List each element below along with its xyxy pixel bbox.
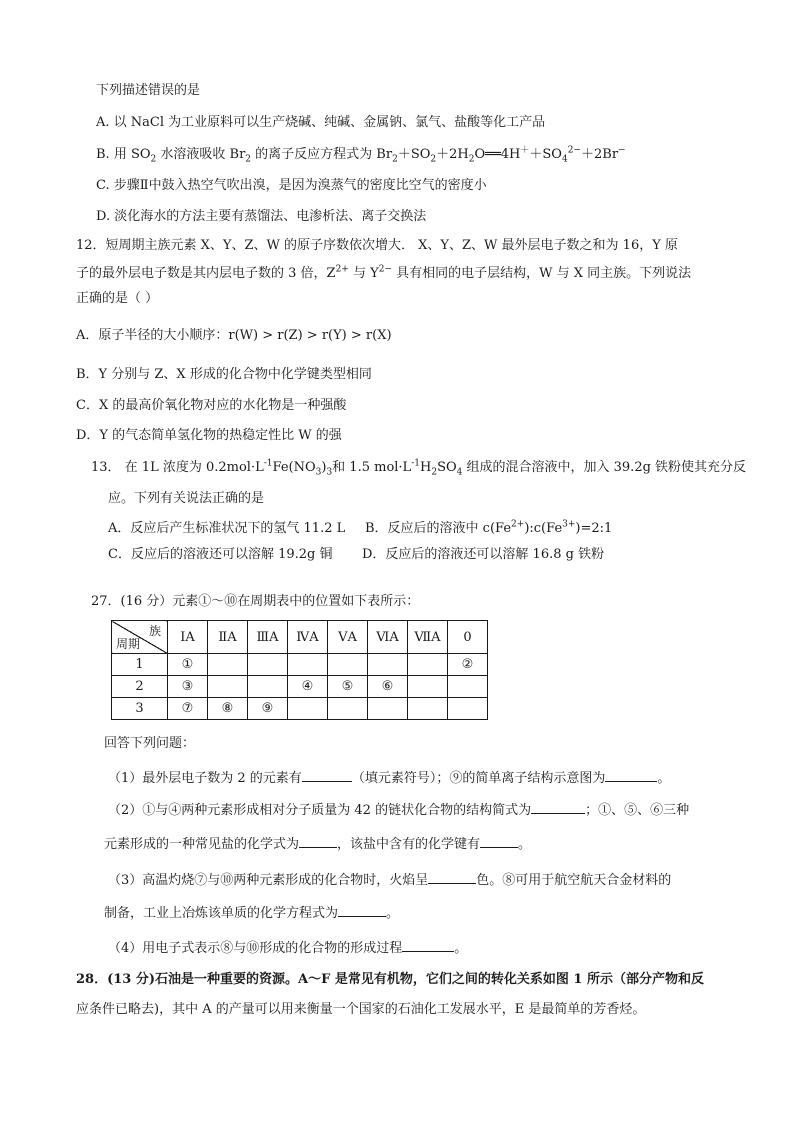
corner-label-period: 周期 — [116, 637, 141, 651]
q27-intro: 27．(16 分）元素①～⑩在周期表中的位置如下表所示： — [91, 594, 420, 609]
header-cell: ⅢA — [248, 621, 288, 654]
answer-blank[interactable] — [428, 870, 476, 884]
q11-option-d: D. 淡化海水的方法主要有蒸馏法、电渗析法、离子交换法 — [96, 209, 427, 224]
q11-option-b: B. 用 $SO_2$ 水溶液吸收 $Br_2$ 的离子反应方程式为 $Br_2+SO_2+2H_2O══4H^++SO_4^{2-}+2Br^-$ — [96, 145, 626, 165]
q28-line-2: 应条件已略去)，其中 A 的产量可以用来衡量一个国家的石油化工发展水平，E 是最简单的芳香烃。 — [76, 1002, 646, 1017]
header-cell: 0 — [448, 621, 488, 654]
q27-sub-2-cont: 元素形成的一种常见盐的化学式为 ，该盐中含有的化学键有 。 — [104, 834, 531, 854]
q13-option-a: A．反应后产生标准状况下的氢气 11.2 L — [108, 521, 346, 536]
answer-blank[interactable] — [605, 768, 657, 782]
q12-option-d: D．Y 的气态简单氢化物的热稳定性比 W 的强 — [76, 428, 342, 443]
q11-stem: 下列描述错误的是 — [96, 83, 201, 98]
q12-option-b: B．Y 分别与 Z、X 形成的化合物中化学键类型相同 — [76, 367, 372, 382]
answer-blank[interactable] — [299, 834, 337, 848]
q12-line-2: 子的最外层电子数是其内层电子数的 3 倍，$Z^{2+}$ 与 $Y^{2-}$ 具有相同的电子层结构，W 与 X 同主族。下列说法 — [76, 264, 692, 281]
q27-sub-4: （4）用电子式表示⑧与⑩形成的化合物的形成过程 。 — [108, 938, 467, 958]
table-cell — [408, 698, 448, 720]
header-cell: ⅠA — [168, 621, 208, 654]
table-header-row — [112, 621, 488, 654]
q11-option-c: C. 步骤Ⅱ中鼓入热空气吹出溴，是因为溴蒸气的密度比空气的密度小 — [96, 178, 487, 193]
table-cell — [248, 654, 288, 676]
q27-prompt: 回答下列问题： — [104, 736, 196, 751]
periodic-table — [111, 620, 488, 720]
table-cell: ⑨ — [248, 698, 288, 720]
period-cell: 2 — [112, 676, 168, 698]
table-cell — [208, 676, 248, 698]
table-cell — [448, 698, 488, 720]
table-cell: ⑥ — [368, 676, 408, 698]
q12-line-3: 正确的是（ ） — [76, 291, 159, 306]
q13-option-c: C．反应后的溶液还可以溶解 19.2g 铜 — [108, 547, 333, 562]
q27-sub-3: （3）高温灼烧⑦与⑩两种元素形成的化合物时，火焰呈 色。⑧可用于航空航天合金材料的 — [108, 870, 671, 890]
table-cell: ⑧ — [208, 698, 248, 720]
q13-line-2: 应。下列有关说法正确的是 — [108, 491, 265, 506]
header-cell: ⅦA — [408, 621, 448, 654]
corner-label-group: 族 — [148, 624, 161, 638]
header-cell: ⅡA — [208, 621, 248, 654]
table-cell: ④ — [288, 676, 328, 698]
table-cell — [448, 676, 488, 698]
q27-sub-2: （2）①与④两种元素形成相对分子质量为 42 的链状化合物的结构简式为 ；①、⑤、⑥三种 — [108, 800, 689, 820]
table-cell: ② — [448, 654, 488, 676]
table-cell — [288, 654, 328, 676]
table-cell: ③ — [168, 676, 208, 698]
table-row — [112, 654, 488, 676]
q11-option-a: A. 以 NaCl 为工业原料可以生产烧碱、纯碱、金属钠、氯气、盐酸等化工产品 — [96, 115, 546, 130]
table-cell — [368, 698, 408, 720]
table-cell — [368, 654, 408, 676]
table-cell — [408, 654, 448, 676]
table-cell: ⑦ — [168, 698, 208, 720]
table-cell — [288, 698, 328, 720]
table-cell — [248, 676, 288, 698]
period-cell: 1 — [112, 654, 168, 676]
answer-blank[interactable] — [480, 834, 518, 848]
table-row — [112, 676, 488, 698]
answer-blank[interactable] — [402, 938, 454, 952]
table-corner-cell — [112, 621, 168, 654]
q13-line-1: 13． 在 1L 浓度为 $0.2mol\cdot L^{-1}Fe(NO_3)_3$和 1.5 $mol\cdot L^{-1}H_2SO_4$ 组成的混合溶液中，加入 39.2g 铁粉使其充分反 — [91, 458, 747, 478]
header-cell: ⅥA — [368, 621, 408, 654]
answer-blank[interactable] — [338, 903, 386, 917]
answer-blank[interactable] — [531, 800, 585, 814]
table-cell — [408, 676, 448, 698]
table-cell: ① — [168, 654, 208, 676]
answer-blank[interactable] — [302, 768, 352, 782]
table-cell — [208, 654, 248, 676]
q12-option-c: C．X 的最高价氧化物对应的水化物是一种强酸 — [76, 398, 347, 413]
table-row — [112, 698, 488, 720]
header-cell: ⅤA — [328, 621, 368, 654]
q27-sub-1: （1）最外层电子数为 2 的元素有 （填元素符号）；⑨的简单离子结构示意图为 。 — [108, 768, 670, 788]
table-cell: ⑤ — [328, 676, 368, 698]
table-cell — [328, 654, 368, 676]
header-cell: ⅣA — [288, 621, 328, 654]
q28-line-1: 28．(13 分)石油是一种重要的资源。A～F 是常见有机物，它们之间的转化关系如图 1 所示（部分产物和反 — [76, 972, 704, 987]
period-cell: 3 — [112, 698, 168, 720]
q12-line-1: 12．短周期主族元素 X、Y、Z、W 的原子序数依次增大． X、Y、Z、W 最外层电子数之和为 16，Y 原 — [76, 238, 678, 253]
q13-option-d: D．反应后的溶液还可以溶解 16.8 g 铁粉 — [362, 547, 605, 562]
q27-sub-3-cont: 制备，工业上冶炼该单质的化学方程式为 。 — [104, 903, 399, 923]
table-cell — [328, 698, 368, 720]
q13-option-b: B．反应后的溶液中 $c(Fe^{2+}):c(Fe^{3+})=2:1$ — [365, 519, 613, 536]
q12-option-a: A．原子半径的大小顺序：r(W) > r(Z) > r(Y) > r(X) — [76, 328, 392, 343]
